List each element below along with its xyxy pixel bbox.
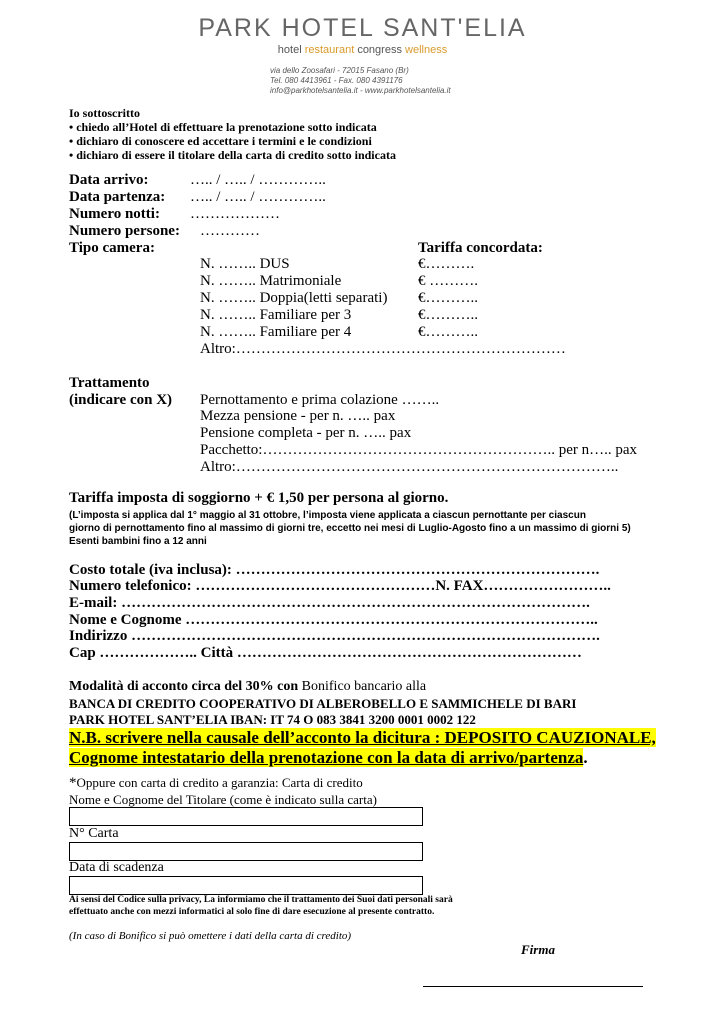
nights-label: Numero notti: [69, 206, 160, 222]
hotel-tagline: hotel restaurant congress wellness [277, 44, 448, 56]
signature-line[interactable] [423, 986, 643, 987]
cap-city-field[interactable]: Cap ……………….. Città …………………………………………………………… [69, 645, 582, 661]
persons-label: Numero persone: [69, 223, 180, 239]
bank-name: BANCA DI CREDITO COOPERATIVO DI ALBEROBELLO E SAMMICHELE DI BARI [69, 696, 577, 711]
room-option[interactable]: N. …….. Familiare per 3 [200, 307, 352, 323]
phone-fax-field[interactable]: Numero telefonico: …………………………………………N. FAX…………………….. [69, 578, 611, 594]
room-other-field[interactable]: Altro:………………………………………………………… [200, 341, 566, 357]
hotel-logo: PARK HOTEL SANT'ELIA [198, 14, 527, 42]
card-expiry-label: Data di scadenza [69, 860, 164, 875]
tourist-tax-title: Tariffa imposta di soggiorno + € 1,50 per persona al giorno. [69, 490, 449, 506]
card-expiry-input[interactable] [69, 876, 423, 895]
room-price[interactable]: €……….. [418, 290, 478, 306]
hotel-letterhead [0, 14, 725, 56]
agreed-rate-label: Tariffa concordata: [418, 240, 543, 256]
arrival-label: Data arrivo: [69, 172, 149, 188]
room-type-label: Tipo camera: [69, 240, 155, 256]
room-option[interactable]: N. …….. Doppia(letti separati) [200, 290, 388, 306]
treatment-label: Trattamento [69, 375, 150, 391]
iban-line: PARK HOTEL SANT’ELIA IBAN: IT 74 O 083 3841 3200 0001 0002 122 [69, 712, 476, 727]
deposit-notice: N.B. scrivere nella causale dell’acconto la dicitura : DEPOSITO CAUZIONALE, Cognome intestatario della prenotazione con la data di arrivo/partenza. [69, 728, 656, 767]
treatment-option[interactable]: Mezza pensione - per n. ….. pax [200, 408, 396, 424]
card-number-label: N° Carta [69, 826, 119, 841]
address-field[interactable]: Indirizzo …………………………………………………………………………………. [69, 628, 600, 644]
total-cost-field[interactable]: Costo totale (iva inclusa): ………………………………………………………………. [69, 562, 600, 578]
room-option[interactable]: N. …….. Matrimoniale [200, 273, 342, 289]
name-field[interactable]: Nome e Cognome ……………………………………………………………………….. [69, 612, 598, 628]
bank-transfer-note: (In caso di Bonifico si può omettere i dati della carta di credito) [69, 930, 352, 942]
room-option[interactable]: N. …….. Familiare per 4 [200, 324, 352, 340]
treatment-option[interactable]: Pernottamento e prima colazione …….. [200, 392, 440, 408]
room-option[interactable]: N. …….. DUS [200, 256, 290, 272]
privacy-notice: Ai sensi del Codice sulla privacy, La informiamo che il trattamento dei Suoi dati personali sarà effettuato anche con mezzi informatici al solo fine di dare esecuzione al presente contratto. [69, 895, 453, 917]
departure-field[interactable]: ….. / ….. / ………….. [190, 189, 326, 205]
room-price[interactable]: € ………. [418, 273, 478, 289]
card-number-input[interactable] [69, 842, 423, 861]
deposit-title: Modalità di acconto circa del 30% con Bonifico bancario alla [69, 679, 427, 694]
room-price[interactable]: €……….. [418, 307, 478, 323]
arrival-field[interactable]: ….. / ….. / ………….. [190, 172, 326, 188]
persons-field[interactable]: ………… [200, 223, 260, 239]
card-holder-label: Nome e Cognome del Titolare (come è indicato sulla carta) [69, 792, 377, 807]
treatment-hint: (indicare con X) [69, 392, 173, 408]
intro-block: Io sottoscritto • chiedo all’Hotel di effettuare la prenotazione sotto indicata • dichiaro di conoscere ed accettare i termini e le condizioni • dichiaro di essere il titolare della carta di credito sotto indicata [69, 106, 396, 162]
nights-field[interactable]: ……………… [190, 206, 280, 222]
email-field[interactable]: E-mail: …………………………………………………………………………………. [69, 595, 590, 611]
departure-label: Data partenza: [69, 189, 166, 205]
tourist-tax-note: (L’imposta si applica dal 1° maggio al 31 ottobre, l’imposta viene applicata a ciascun pernottante per ciascun giorno di pernottamento fino al massimo di giorni tre, eccetto nei mesi di Luglio-Agosto fino a un massimo di giorni 5) Esenti bambini fino a 12 anni [69, 510, 631, 547]
treatment-option[interactable]: Pensione completa - per n. ….. pax [200, 425, 412, 441]
card-holder-input[interactable] [69, 807, 423, 826]
signature-label: Firma [521, 942, 555, 957]
treatment-option[interactable]: Pacchetto:………………………………………………….. per n….. pax [200, 442, 638, 458]
hotel-address: via dello Zoosafari - 72015 Fasano (Br) Tel. 080 4413961 - Fax. 080 4391176 info@parkhotelsantelia.it - www.parkhotelsantelia.it [270, 66, 451, 95]
room-price[interactable]: €……….. [418, 324, 478, 340]
card-intro: *Oppure con carta di credito a garanzia: Carta di credito [69, 775, 363, 791]
room-price[interactable]: €………. [418, 256, 475, 272]
treatment-option[interactable]: Altro:………………………………………………………………….. [200, 459, 619, 475]
